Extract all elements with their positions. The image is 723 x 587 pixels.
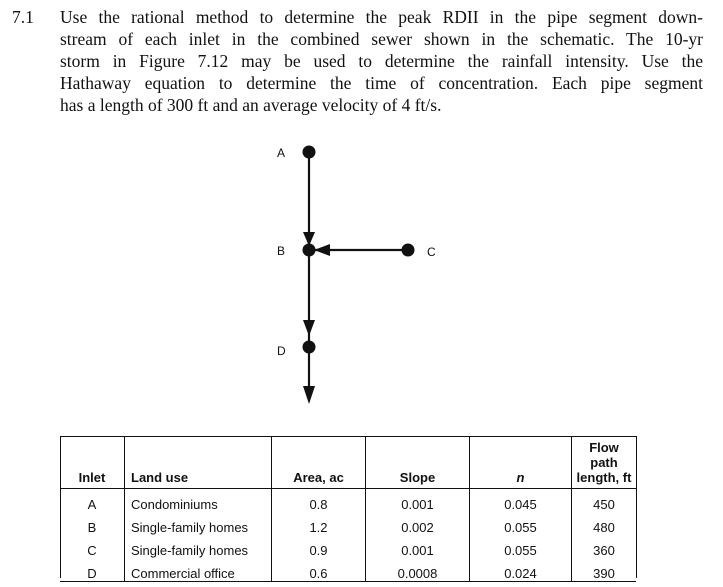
flow-arrow-b-d xyxy=(303,320,315,336)
inlet-node-b xyxy=(303,244,316,257)
table-row xyxy=(60,535,636,558)
inlet-node-a xyxy=(303,146,316,159)
problem-text xyxy=(60,6,703,116)
node-label-c: C xyxy=(427,245,436,259)
inlet-node-d xyxy=(303,341,316,354)
header-inlet: Inlet xyxy=(60,437,125,489)
table-frame-left xyxy=(60,436,61,578)
cell-slope: 0.001 xyxy=(366,535,470,558)
header-flow-path-line2: length, ft xyxy=(576,470,632,485)
inlet-node-c xyxy=(402,244,415,257)
cell-inlet: B xyxy=(60,512,125,535)
cell-slope: 0.001 xyxy=(366,489,470,513)
table-frame-right xyxy=(636,436,637,578)
cell-land-use: Commercial office xyxy=(125,558,272,582)
problem-line: Hathaway equation to determine the time of concentration. Each pipe segment xyxy=(60,73,703,93)
cell-land-use: Single-family homes xyxy=(125,535,272,558)
node-label-a: A xyxy=(277,146,286,160)
cell-n: 0.055 xyxy=(470,535,572,558)
header-flow-path xyxy=(572,437,637,489)
problem-line: Use the rational method to determine the peak RDII in the pipe segment down- xyxy=(60,7,703,27)
sewer-schematic xyxy=(250,140,450,412)
cell-area: 0.6 xyxy=(272,558,366,582)
problem-line: has a length of 300 ft and an average velocity of 4 ft/s. xyxy=(60,95,442,115)
flow-arrow-outlet xyxy=(303,386,315,404)
cell-land-use: Condominiums xyxy=(125,489,272,513)
cell-area: 1.2 xyxy=(272,512,366,535)
cell-land-use: Single-family homes xyxy=(125,512,272,535)
header-flow-path-line1: Flow path xyxy=(589,440,619,470)
cell-inlet: D xyxy=(60,558,125,582)
cell-slope: 0.0008 xyxy=(366,558,470,582)
table-row xyxy=(60,558,636,582)
table-row xyxy=(60,489,636,513)
cell-inlet: A xyxy=(60,489,125,513)
flow-arrow-c-b xyxy=(314,244,330,256)
cell-flow-path: 390 xyxy=(593,566,615,581)
cell-inlet: C xyxy=(60,535,125,558)
header-n-symbol: n xyxy=(516,470,525,485)
cell-n: 0.024 xyxy=(470,558,572,582)
cell-area: 0.9 xyxy=(272,535,366,558)
problem-number: 7.1 xyxy=(12,7,34,27)
node-label-b: B xyxy=(277,244,286,258)
header-land-use: Land use xyxy=(125,437,272,489)
cell-flow-path: 360 xyxy=(593,543,615,558)
cell-n: 0.045 xyxy=(470,489,572,513)
header-area: Area, ac xyxy=(272,437,366,489)
table-header-row xyxy=(60,437,636,489)
node-label-d: D xyxy=(277,344,286,358)
cell-flow-path: 480 xyxy=(593,520,615,535)
inlet-data-table xyxy=(60,436,636,582)
cell-flow-path: 450 xyxy=(593,497,615,512)
problem-line: stream of each inlet in the combined sewer shown in the schematic. The 10-yr xyxy=(60,29,703,49)
header-n xyxy=(470,437,572,489)
header-slope: Slope xyxy=(366,437,470,489)
problem-line: storm in Figure 7.12 may be used to determine the rainfall intensity. Use the xyxy=(60,51,703,71)
cell-n: 0.055 xyxy=(470,512,572,535)
cell-slope: 0.002 xyxy=(366,512,470,535)
cell-area: 0.8 xyxy=(272,489,366,513)
table-row xyxy=(60,512,636,535)
